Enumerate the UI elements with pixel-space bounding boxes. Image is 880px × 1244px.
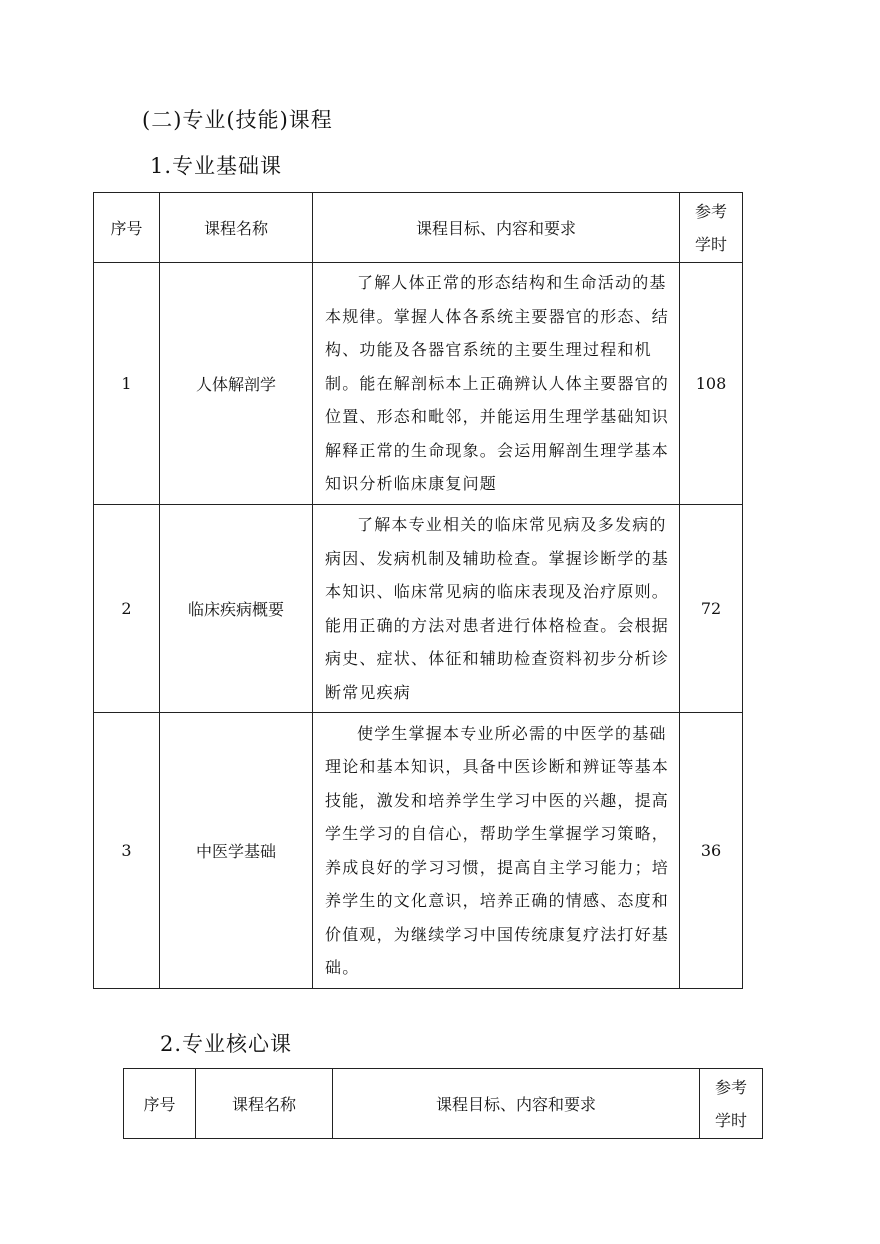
header-hours-line1: 参考 <box>694 201 727 221</box>
course-description: 了解人体正常的形态结构和生命活动的基本规律。掌握人体各系统主要器官的形态、结构、功能及各器官系统的主要生理过程和机制。能在解剖标本上正确辨认人体主要器官的位置、形态和毗邻，并能运用生理学基础知识解释正常的生命现象。会运用解剖生理学基本知识分析临床康复问题 <box>313 263 680 505</box>
header-course-name: 课程名称 <box>160 193 313 263</box>
table-row <box>94 505 743 713</box>
course-hours: 72 <box>680 505 743 713</box>
course-name: 中医学基础 <box>160 713 313 989</box>
header-hours <box>700 1069 763 1139</box>
header-no: 序号 <box>124 1069 196 1139</box>
table-header-row <box>124 1069 763 1139</box>
table-row <box>94 263 743 505</box>
course-hours: 36 <box>680 713 743 989</box>
course-description: 使学生掌握本专业所必需的中医学的基础理论和基本知识，具备中医诊断和辨证等基本技能，激发和培养学生学习中医的兴趣，提高学生学习的自信心，帮助学生掌握学习策略，养成良好的学习习惯，提高自主学习能力；培养学生的文化意识，培养正确的情感、态度和价值观，为继续学习中国传统康复疗法打好基础。 <box>313 713 680 989</box>
course-no: 2 <box>94 505 160 713</box>
table-header-row <box>94 193 743 263</box>
course-description: 了解本专业相关的临床常见病及多发病的病因、发病机制及辅助检查。掌握诊断学的基本知识、临床常见病的临床表现及治疗原则。能用正确的方法对患者进行体格检查。会根据病史、症状、体征和辅助检查资料初步分析诊断常见疾病 <box>313 505 680 713</box>
course-hours: 108 <box>680 263 743 505</box>
core-courses-table <box>123 1068 763 1139</box>
header-no: 序号 <box>94 193 160 263</box>
course-no: 3 <box>94 713 160 989</box>
header-course-goal: 课程目标、内容和要求 <box>333 1069 700 1139</box>
course-no: 1 <box>94 263 160 505</box>
course-name: 人体解剖学 <box>160 263 313 505</box>
header-hours-line2: 学时 <box>714 1110 747 1130</box>
header-hours-line2: 学时 <box>694 234 727 254</box>
basic-courses-table <box>93 192 743 989</box>
subsection-title-basic: 1.专业基础课 <box>150 154 283 178</box>
section-title: (二)专业(技能)课程 <box>142 108 333 132</box>
header-course-name: 课程名称 <box>196 1069 333 1139</box>
course-name: 临床疾病概要 <box>160 505 313 713</box>
header-hours <box>680 193 743 263</box>
subsection-title-core: 2.专业核心课 <box>160 1032 293 1056</box>
table-row <box>94 713 743 989</box>
header-hours-line1: 参考 <box>714 1077 747 1097</box>
header-course-goal: 课程目标、内容和要求 <box>313 193 680 263</box>
